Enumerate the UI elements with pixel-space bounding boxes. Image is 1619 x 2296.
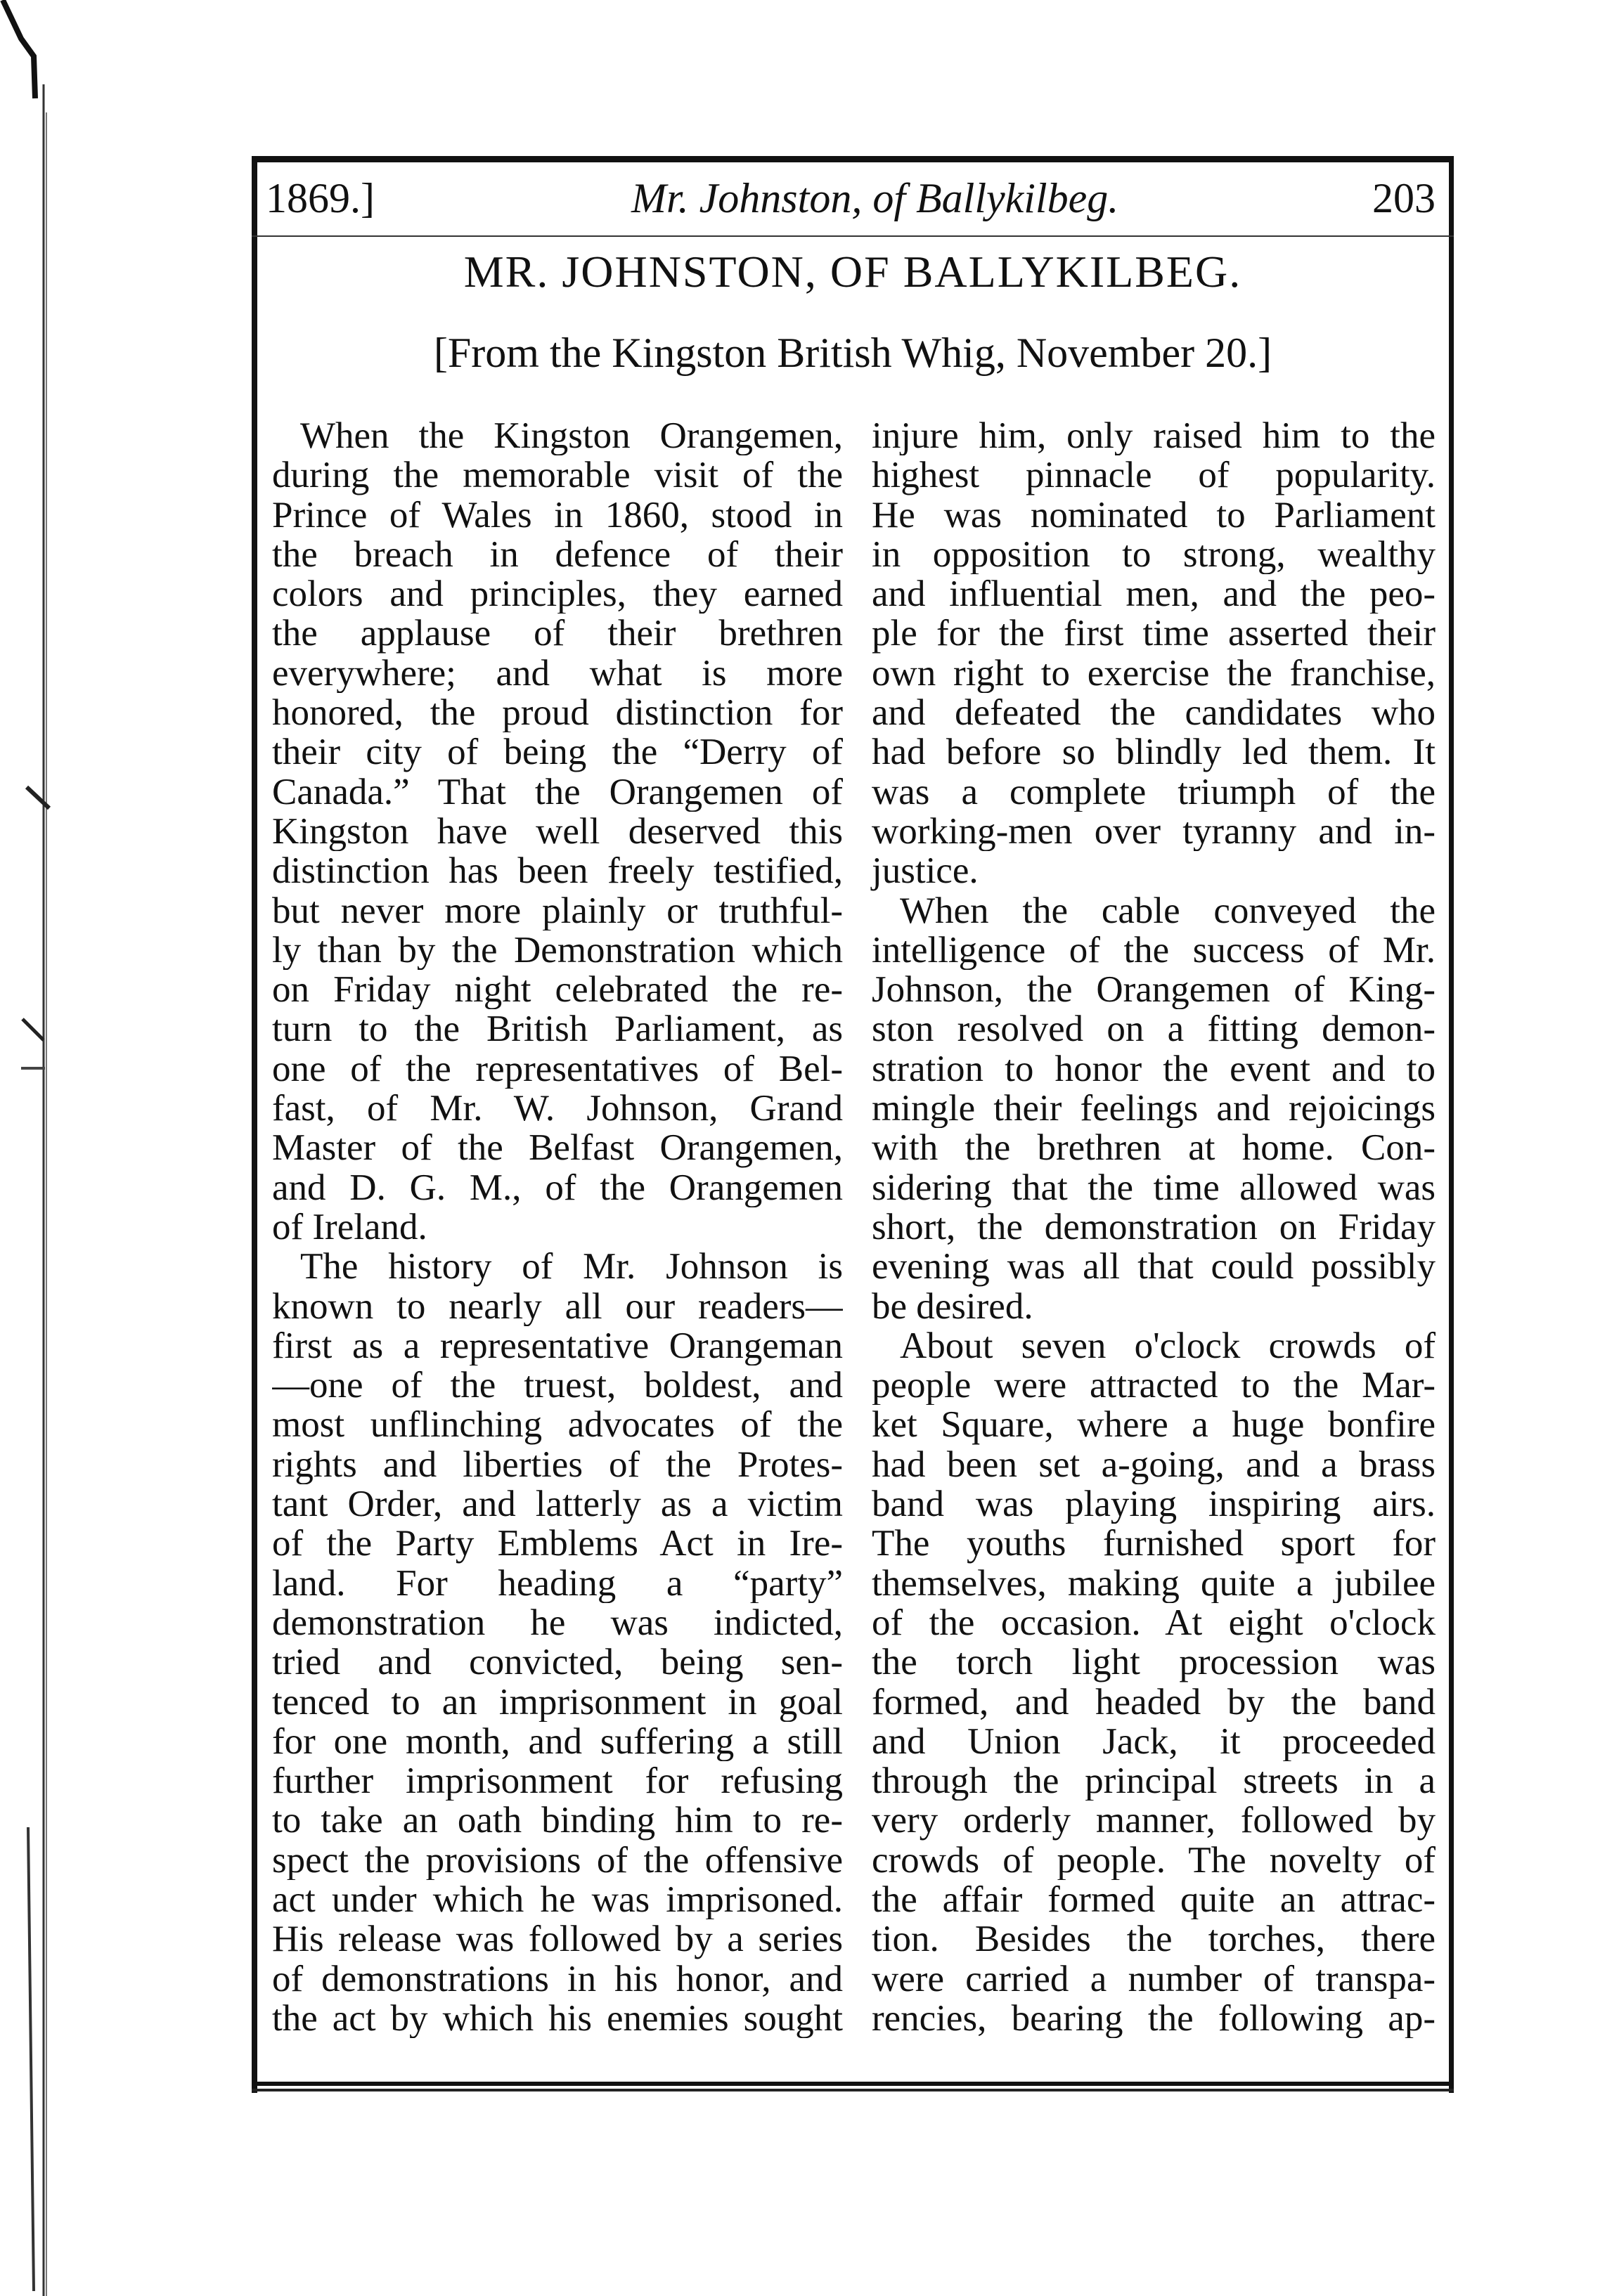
- text-line: land. For heading a “party”: [272, 1563, 843, 1603]
- text-line: the torch light procession was: [872, 1642, 1436, 1682]
- text-line: Johnson, the Orangemen of King-: [872, 970, 1436, 1010]
- scan-edge-artifacts: [0, 0, 63, 2296]
- text-line: distinction has been freely testified,: [272, 851, 843, 891]
- text-line: Master of the Belfast Orangemen,: [272, 1128, 843, 1168]
- text-line: and influential men, and the peo-: [872, 574, 1436, 614]
- text-line: had been set a-going, and a brass: [872, 1444, 1436, 1485]
- text-line: on Friday night celebrated the re-: [272, 970, 843, 1010]
- text-line: intelligence of the success of Mr.: [872, 930, 1436, 971]
- text-line: About seven o'clock crowds of: [900, 1325, 1436, 1366]
- text-line: When the cable conveyed the: [900, 890, 1436, 930]
- text-line: working-men over tyranny and in-: [872, 811, 1436, 852]
- running-head-year: 1869.]: [266, 175, 375, 221]
- text-line: and D. G. M., of the Orangemen: [272, 1167, 843, 1207]
- text-line: the applause of their brethren: [272, 614, 843, 654]
- running-head-title: Mr. Johnston, of Ballykilbeg.: [631, 175, 1119, 221]
- page-number: 203: [1372, 175, 1436, 221]
- text-line: The history of Mr. Johnson is: [300, 1247, 843, 1287]
- left-column: [272, 416, 843, 2038]
- text-line: of the occasion. At eight o'clock: [872, 1602, 1436, 1643]
- text-line: themselves, making quite a jubilee: [872, 1563, 1436, 1603]
- text-line: of Ireland.: [272, 1206, 427, 1247]
- header-rule: [252, 235, 1454, 237]
- text-line: The youths furnished sport for: [872, 1524, 1436, 1564]
- text-line: highest pinnacle of popularity.: [872, 455, 1436, 495]
- text-line: rights and liberties of the Protes-: [272, 1444, 843, 1485]
- text-line: —one of the truest, boldest, and: [272, 1366, 843, 1406]
- text-line: further imprisonment for refusing: [272, 1761, 843, 1801]
- text-line: the act by which his enemies sought: [272, 1998, 843, 2039]
- text-line: ly than by the Demonstration which: [272, 930, 843, 971]
- running-head: [266, 174, 1440, 231]
- text-line: own right to exercise the franchise,: [872, 653, 1436, 694]
- text-line: rencies, bearing the following ap-: [872, 1998, 1436, 2039]
- text-line: band was playing inspiring airs.: [872, 1484, 1436, 1524]
- text-line: first as a representative Orangeman: [272, 1325, 843, 1366]
- text-line: He was nominated to Parliament: [872, 495, 1436, 535]
- right-column: [872, 416, 1436, 2038]
- text-line: mingle their feelings and rejoicings: [872, 1089, 1436, 1129]
- text-line: stration to honor the event and to: [872, 1049, 1436, 1089]
- text-line: tant Order, and latterly as a victim: [272, 1484, 843, 1524]
- text-line: His release was followed by a series: [272, 1919, 843, 1959]
- text-line: to take an oath binding him to re-: [272, 1801, 843, 1841]
- text-line: tion. Besides the torches, there: [872, 1919, 1436, 1959]
- text-line: was a complete triumph of the: [872, 772, 1436, 812]
- text-line: their city of being the “Derry of: [272, 732, 843, 772]
- text-line: spect the provisions of the offensive: [272, 1840, 843, 1880]
- bottom-rule: [252, 2082, 1454, 2091]
- text-line: ket Square, where a huge bonfire: [872, 1405, 1436, 1445]
- text-line: with the brethren at home. Con-: [872, 1128, 1436, 1168]
- text-line: through the principal streets in a: [872, 1761, 1436, 1801]
- text-line: justice.: [872, 850, 979, 892]
- text-line: for one month, and suffering a still: [272, 1721, 843, 1762]
- text-line: ple for the first time asserted their: [872, 614, 1436, 654]
- text-line: Canada.” That the Orangemen of: [272, 772, 843, 812]
- article-source: [From the Kingston British Whig, November 20.]: [433, 330, 1272, 376]
- text-line: and defeated the candidates who: [872, 693, 1436, 733]
- text-line: in opposition to strong, wealthy: [872, 534, 1436, 575]
- text-line: honored, the proud distinction for: [272, 693, 843, 733]
- text-line: and Union Jack, it proceeded: [872, 1721, 1436, 1762]
- text-line: one of the representatives of Bel-: [272, 1049, 843, 1089]
- text-line: people were attracted to the Mar-: [872, 1366, 1436, 1406]
- text-line: turn to the British Parliament, as: [272, 1009, 843, 1049]
- text-line: sidering that the time allowed was: [872, 1167, 1436, 1207]
- text-line: very orderly manner, followed by: [872, 1801, 1436, 1841]
- text-line: demonstration he was indicted,: [272, 1602, 843, 1643]
- text-line: act under which he was imprisoned.: [272, 1879, 843, 1920]
- text-line: short, the demonstration on Friday: [872, 1207, 1436, 1247]
- text-line: had before so blindly led them. It: [872, 732, 1436, 772]
- text-line: fast, of Mr. W. Johnson, Grand: [272, 1089, 843, 1129]
- article-title: MR. JOHNSTON, OF BALLYKILBEG.: [463, 247, 1242, 297]
- text-line: Prince of Wales in 1860, stood in: [272, 495, 843, 535]
- text-line: colors and principles, they earned: [272, 574, 843, 614]
- text-line: crowds of people. The novelty of: [872, 1840, 1436, 1880]
- text-line: were carried a number of transpa-: [872, 1959, 1436, 1999]
- text-line: tried and convicted, being sen-: [272, 1642, 843, 1682]
- text-line: most unflinching advocates of the: [272, 1405, 843, 1445]
- text-line: everywhere; and what is more: [272, 653, 843, 694]
- text-line: of demonstrations in his honor, and: [272, 1959, 843, 1999]
- text-line: evening was all that could possibly: [872, 1247, 1436, 1287]
- text-line: formed, and headed by the band: [872, 1682, 1436, 1722]
- text-line: the breach in defence of their: [272, 534, 843, 575]
- text-line: injure him, only raised him to the: [872, 416, 1436, 456]
- text-line: during the memorable visit of the: [272, 455, 843, 495]
- text-line: but never more plainly or truthful-: [272, 890, 843, 930]
- text-line: the affair formed quite an attrac-: [872, 1879, 1436, 1920]
- text-line: When the Kingston Orangemen,: [300, 416, 843, 456]
- text-line: Kingston have well deserved this: [272, 811, 843, 852]
- text-line: tenced to an imprisonment in goal: [272, 1682, 843, 1722]
- text-line: of the Party Emblems Act in Ire-: [272, 1524, 843, 1564]
- text-line: be desired.: [872, 1285, 1033, 1327]
- text-line: known to nearly all our readers—: [272, 1286, 843, 1326]
- text-line: ston resolved on a fitting demon-: [872, 1009, 1436, 1049]
